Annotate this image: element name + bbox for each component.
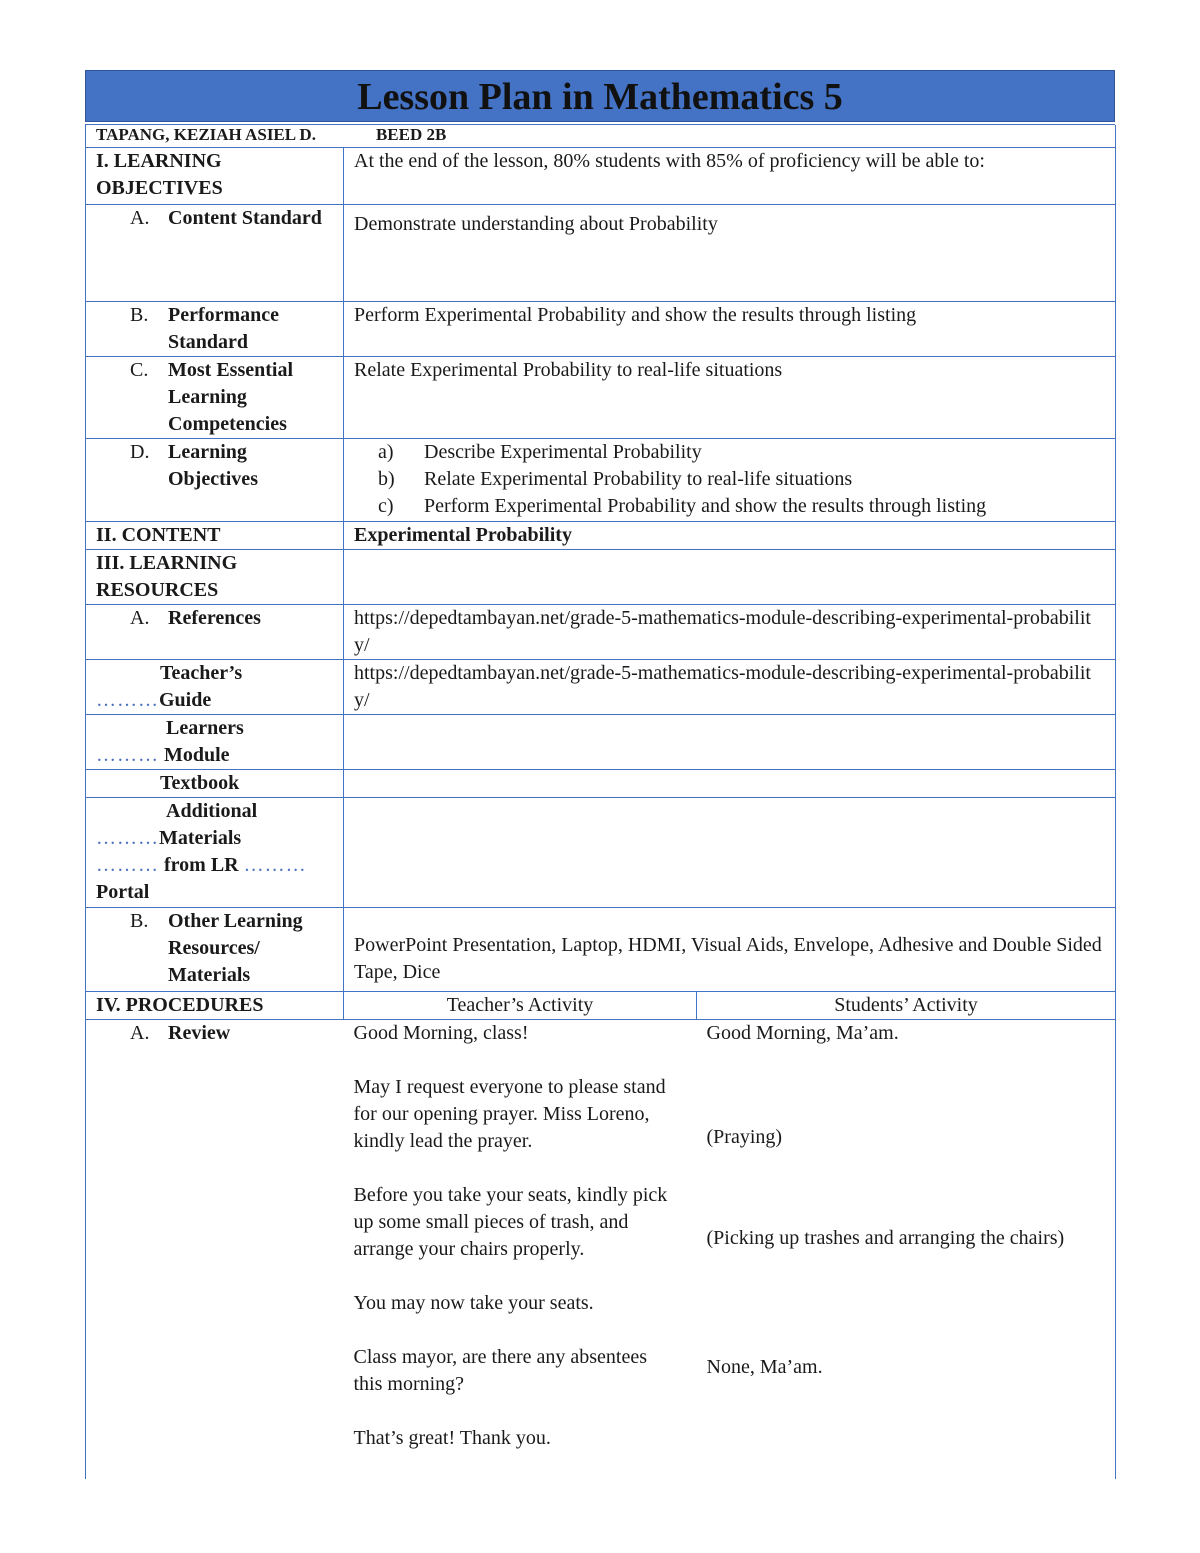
teacher-line: Before you take your seats, kindly pick up some small pieces of trash, and arrange your chairs properly. — [353, 1183, 668, 1260]
section-label: BEED 2B — [375, 125, 447, 144]
objectives-intro: At the end of the lesson, 80% students with 85% of proficiency will be able to: — [344, 147, 1116, 204]
objective-letter: c) — [378, 494, 394, 517]
teachers-guide-row — [86, 659, 1116, 714]
objective-list — [354, 439, 1105, 520]
learning-objectives-row — [86, 438, 1116, 521]
objective-text: Describe Experimental Probability — [424, 440, 702, 463]
review-row — [86, 1019, 1116, 1479]
additional-label-2: Materials — [159, 826, 242, 849]
melc-label: Most Essential Learning Competencies — [168, 358, 293, 435]
teacher-line: Class mayor, are there any absentees this morning? — [353, 1345, 648, 1395]
content-text: Experimental Probability — [344, 521, 1116, 549]
list-letter: B. — [130, 909, 149, 932]
references-link[interactable]: https://depedtambayan.net/grade-5-mathematics-module-describing-experimental-probability/ — [344, 604, 1116, 659]
lesson-plan-table — [85, 125, 1116, 1479]
procedures-heading: IV. PROCEDURES — [86, 991, 344, 1019]
references-label: References — [168, 606, 261, 629]
learners-module-label-2: Module — [164, 743, 230, 766]
objective-item — [378, 439, 1105, 466]
list-letter: D. — [130, 440, 150, 463]
additional-label-3: from LR — [164, 853, 239, 876]
list-letter: B. — [130, 303, 149, 326]
content-standard-text: Demonstrate understanding about Probability — [344, 204, 1116, 301]
student-line: (Praying) — [706, 1125, 783, 1148]
student-line: Good Morning, Ma’am. — [706, 1021, 899, 1044]
content-row — [86, 521, 1116, 549]
review-label: Review — [168, 1021, 231, 1044]
teacher-line: That’s great! Thank you. — [353, 1426, 551, 1449]
procedures-header-row — [86, 991, 1116, 1019]
objective-letter: b) — [378, 467, 395, 490]
teacher-line: May I request everyone to please stand for our opening prayer. Miss Loreno, kindly lead the prayer. — [353, 1075, 666, 1152]
teacher-line: Good Morning, class! — [353, 1021, 529, 1044]
additional-label: Additional — [166, 799, 258, 822]
other-resources-label: Other Learning Resources/ Materials — [168, 909, 303, 986]
list-letter: C. — [130, 358, 149, 381]
additional-label-4: Portal — [96, 880, 150, 903]
learners-module-row — [86, 714, 1116, 769]
content-standard-label: Content Standard — [168, 206, 322, 229]
content-heading: II. CONTENT — [86, 521, 344, 549]
list-letter: A. — [130, 206, 150, 229]
student-line: None, Ma’am. — [706, 1355, 823, 1378]
dot-leader: ……… — [96, 743, 159, 766]
objective-text: Relate Experimental Probability to real-life situations — [424, 467, 853, 490]
lesson-plan-page — [85, 70, 1115, 1474]
additional-materials-row — [86, 797, 1116, 907]
resources-heading: III. LEARNING RESOURCES — [86, 549, 344, 604]
page-title: Lesson Plan in Mathematics 5 — [85, 70, 1115, 122]
objectives-heading: I. LEARNING OBJECTIVES — [86, 147, 344, 204]
dot-leader: ……… — [96, 826, 159, 849]
teacher-column-header: Teacher’s Activity — [344, 991, 697, 1019]
student-column-header: Students’ Activity — [697, 991, 1116, 1019]
performance-standard-label: Performance Standard — [168, 303, 280, 353]
list-letter: A. — [130, 606, 150, 629]
melc-text: Relate Experimental Probability to real-life situations — [344, 356, 1116, 438]
dot-leader: ……… — [96, 853, 159, 876]
textbook-label: Textbook — [160, 771, 240, 794]
resources-row — [86, 549, 1116, 604]
objective-letter: a) — [378, 440, 394, 463]
performance-standard-text: Perform Experimental Probability and show the results through listing — [344, 301, 1116, 356]
teachers-guide-label-2: Guide — [159, 688, 212, 711]
student-line: (Picking up trashes and arranging the chairs) — [706, 1226, 1065, 1249]
objective-item — [378, 493, 1105, 520]
references-row — [86, 604, 1116, 659]
learners-module-label: Learners — [166, 716, 244, 739]
author-name: TAPANG, KEZIAH ASIEL D. — [96, 125, 316, 144]
other-resources-row — [86, 907, 1116, 991]
melc-row — [86, 356, 1116, 438]
author-row — [86, 125, 1116, 147]
list-letter: A. — [130, 1021, 150, 1044]
teachers-guide-link[interactable]: https://depedtambayan.net/grade-5-mathematics-module-describing-experimental-probability/ — [344, 659, 1116, 714]
objectives-row — [86, 147, 1116, 204]
teacher-line: You may now take your seats. — [353, 1291, 594, 1314]
other-resources-text: PowerPoint Presentation, Laptop, HDMI, Visual Aids, Envelope, Adhesive and Double Sided Tape, Dice — [344, 907, 1116, 991]
dot-leader: ……… — [243, 853, 307, 876]
content-standard-row — [86, 204, 1116, 301]
teachers-guide-label: Teacher’s — [160, 661, 243, 684]
dot-leader: ……… — [96, 688, 159, 711]
learning-objectives-label: Learning Objectives — [168, 440, 258, 490]
textbook-row — [86, 769, 1116, 797]
objective-text: Perform Experimental Probability and show the results through listing — [424, 494, 987, 517]
objective-item — [378, 466, 1105, 493]
performance-standard-row — [86, 301, 1116, 356]
